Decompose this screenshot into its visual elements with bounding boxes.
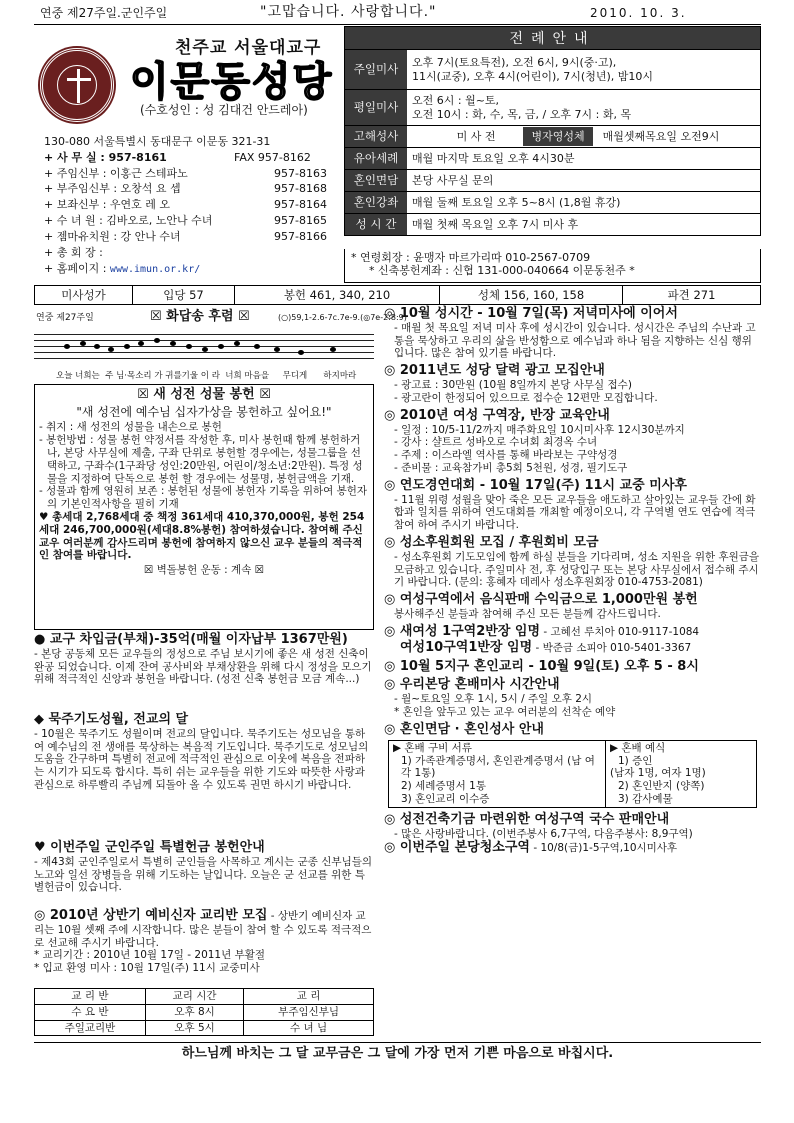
staff-role: + 수 녀 원 : 김바오로, 노안나 수녀 [44, 214, 213, 228]
section-body: - 제43회 군인주일로서 특별히 군인들을 사목하고 계시는 군종 신부님들의 노고와 일선 장병들을 위해 기도하는 날입니다. 오늘은 군 선교를 위한 특별헌금이 있습니다. [34, 855, 372, 894]
section-body: - 10/8(금)1-5구역,10시미사후 [529, 842, 678, 855]
schedule-line: 오전 6시 : 월~토, [412, 94, 500, 108]
hymn-offertory: 봉헌 461, 340, 210 [235, 286, 440, 304]
schedule-line: 매월 마지막 토요일 오후 4시30분 [412, 151, 575, 165]
section-title: ♥ 이번주일 군인주일 특별헌금 봉헌안내 [34, 840, 265, 855]
section-body: - 광고료 : 30만원 (10월 8일까지 본당 사무실 접수) - 광고란이 한정되어 있으므로 접수순 12편만 모집합니다. [394, 379, 658, 404]
section-quote: "새 성전에 예수님 십자가상을 봉헌하고 싶어요!" [76, 404, 332, 419]
homepage-link[interactable]: www.imun.or.kr/ [109, 263, 201, 275]
diocese-debt [34, 632, 374, 686]
section-body: - 11월 위령 성월을 맞아 죽은 모든 교우들을 애도하고 살아있는 교우들 간에 화합과 일치를 위하여 연도대회를 개최할 예정이오니, 각 구역별 연도 연습에 적극 참여 하여 주시기 바랍니다. [394, 493, 756, 532]
schedule-line: 매월 첫째 목요일 오후 7시 미사 후 [412, 217, 579, 231]
fax: FAX 957-8162 [234, 150, 311, 164]
header-rule [34, 24, 761, 25]
schedule-label: 혼인강좌 [345, 192, 407, 213]
schedule-line: 11시(교중), 오후 4시(어린이), 7시(청년), 밤10시 [412, 69, 653, 83]
staff-tel: 957-8163 [274, 166, 327, 180]
hymn-entrance: 입당 57 [133, 286, 235, 304]
schedule-label: 성 시 간 [345, 214, 407, 235]
schedule-line: 미 사 전 [456, 129, 496, 143]
class-table [34, 988, 374, 1036]
patron: (수호성인 : 성 김대건 안드레아) [140, 103, 308, 117]
rosary-month [34, 712, 374, 792]
sacred-objects-box [34, 384, 374, 630]
motto: "고맙습니다. 사랑합니다." [260, 4, 437, 20]
schedule-label: 혼인면담 [345, 170, 407, 191]
hymn-communion: 성체 156, 160, 158 [440, 286, 623, 304]
schedule-title: 전례안내 [344, 26, 761, 50]
table-header: 교리 시간 [145, 989, 243, 1005]
staff-role: + 부주임신부 : 오창석 요 셉 [44, 182, 181, 196]
address: 130-080 서울특별시 동대문구 이문동 321-31 [44, 135, 271, 148]
schedule-line: 오전 10시 : 화, 수, 목, 금, / 오후 7시 : 화, 목 [412, 107, 632, 121]
section-title: 여성10구역1반장 임명 [400, 639, 533, 655]
contact-line: * 신축봉헌계좌 : 신협 131-000-040664 이문동천주 * [369, 264, 635, 278]
section-title: ◎ 2010년 여성 구역장, 반장 교육안내 [384, 407, 610, 423]
section-title: ◎ 2011년도 성당 달력 광고 모집안내 [384, 363, 605, 379]
section-title: ◆ 묵주기도성월, 전교의 달 [34, 712, 189, 727]
section-body: - 박준금 소피아 010-5401-3367 [532, 641, 692, 654]
contacts-box [344, 249, 761, 283]
section-body: - 일정 : 10/5-11/2까지 매주화요일 10시미사후 12시30분까지 - 강사 : 샬트르 성바오로 수녀회 최경옥 수녀 - 주제 : 이스라엘 역사를 통해 바라보는 구약성경 - 준비물 : 교육참가비 총5회 5천원, 성경, 필기도구 [394, 423, 685, 474]
section-item: ♥ 총세대 2,768세대 중 책정 361세대 410,370,000원, 봉헌 254세대 246,700,000원(세대8.8%봉헌) 참여하셨습니다. 참여해 주신 교우 여러분께 감사드리며 봉헌에 참여하지 않으신 교우 분들의 적극적인 참여를 바랍니다. [39, 511, 365, 562]
section-body: - 고혜선 루치아 010-9117-1084 [540, 625, 700, 638]
music-staff [34, 330, 374, 370]
date: 2010. 10. 3. [590, 6, 687, 20]
section-note: * 교리기간 : 2010년 10월 17일 - 2011년 부활절 [34, 949, 266, 962]
military-sunday [34, 840, 374, 894]
section-body: 봉사해주신 분들과 참여해 주신 모든 분들께 감사드립니다. [394, 608, 661, 621]
section-title: ◎ 2010년 상반기 예비신자 교리반 모집 [34, 908, 268, 923]
sick-communion-label: 병자영성체 [523, 127, 592, 146]
right-column [384, 306, 761, 856]
section-item: - 봉헌방법 : 성물 봉헌 약정서를 작성한 후, 미사 봉헌때 함께 봉헌하거나, 본당 사무실에 제출, 구좌 단위로 봉헌할 경우에는, 성물그룹을 선택하고, 구좌수(1구좌당 성인:20만원, 어린이/청소년:2만원). 특정 성물을 지정하여 단독으로 봉헌 할 경우에는 성물명, 봉헌금액을 기재. [39, 434, 363, 485]
table-header: 교 리 반 [35, 989, 146, 1005]
office-phone: + 사 무 실 : 957-8161 [44, 150, 167, 164]
schedule-line: 오후 7시(토요특전), 오전 6시, 9시(중·고), [412, 56, 617, 70]
list-item: (남자 1명, 여자 1명) [610, 767, 706, 780]
section-item: - 성물과 함께 영원히 보존 : 봉헌된 성물에 봉헌자 기록을 위하여 봉헌자의 기본인적사항을 필히 기재 [39, 485, 368, 511]
contact-line: * 연령회장 : 윤맹자 마르가리따 010-2567-0709 [351, 251, 591, 264]
section-body: - 본당 공동체 모든 교우들의 정성으로 주님 보시기에 좋은 새 성전 신축이 완공 되었습니다. 이제 잔여 공사비와 부채상환을 위해 다시 정성을 모으기 위해 적극적인 신앙과 봉헌을 바랍니다. (성전 신축 봉헌금 모금 계속...) [34, 647, 372, 686]
staff-tel: 957-8165 [274, 214, 327, 228]
list-item: 2) 세례증명서 1통 [401, 780, 486, 793]
contact-info [44, 134, 327, 277]
hymn-dismissal: 파견 271 [667, 287, 716, 302]
section-body: - 10월은 묵주기도 성월이며 전교의 달입니다. 묵주기도는 성모님을 통하여 예수님의 전 생애를 묵상하는 복음적 기도입니다. 묵주기도로 성모님의 도움을 간구하며 특별히 전교에 적극적인 관심으로 이웃에 복음을 전파하는 시기가 되도록 합시다. 특히 쉬는 교우들을 위한 기도와 따뜻한 사랑과 관심으로 하루빨리 주님께 되돌아 올 수 있도록 권면 하시기 바랍니다. [34, 727, 369, 792]
list-item: 3) 감사예물 [618, 792, 673, 805]
list-item: ▶ 혼배 구비 서류 [393, 741, 472, 754]
section-title: ◎ 새여성 1구역2반장 임명 [384, 623, 541, 639]
section-title: ☒ 새 성전 성물 봉헌 ☒ [137, 387, 271, 402]
list-item: 1) 증인 [618, 754, 653, 767]
hymn-strip [34, 285, 761, 305]
staff-tel: 957-8166 [274, 229, 327, 243]
section-item: - 취지 : 새 성전의 성물을 내손으로 봉헌 [39, 421, 222, 434]
table-row: 주일교리반 오후 5시 수 녀 님 [35, 1020, 374, 1036]
section-body: - 많은 사랑바랍니다. (이번주봉사 6,7구역, 다음주봉사: 8,9구역) [394, 827, 693, 840]
section-title: ◎ 여성구역에서 음식판매 수익금으로 1,000만원 봉헌 [384, 592, 698, 608]
schedule-label: 유아세례 [345, 148, 407, 169]
list-item: 2) 혼인반지 (양쪽) [618, 780, 705, 793]
staff-role: + 주임신부 : 이홍근 스테파노 [44, 166, 188, 180]
table-row: 수 요 반 오후 8시 부주임신부님 [35, 1004, 374, 1020]
staff-tel: 957-8164 [274, 198, 327, 212]
staff-role: + 젬마유치원 : 강 안나 수녀 [44, 229, 181, 243]
psalm-lyrics: 오늘 너희는 주 님·목소리 가 귀를기울 이 라 너희 마음을 무디게 하지마라 [56, 371, 357, 381]
section-title: ◎ 성소후원회원 모집 / 후원회비 모금 [384, 535, 599, 550]
section-title: ◎ 이번주일 본당청소구역 [384, 840, 530, 856]
list-item: 3) 혼인교리 이수증 [401, 792, 490, 805]
section-title: ◎ 혼인면담 · 혼인성사 안내 [384, 721, 544, 737]
table-header: 교 리 [244, 989, 374, 1005]
catechumen [34, 908, 374, 975]
diocese: 천주교 서울대교구 [175, 38, 322, 58]
homepage-label: + 홈페이지 : [44, 261, 110, 275]
staff-tel: 957-8168 [274, 182, 327, 196]
psalm-ref: (○)59,1-2.6-7c.7e-9.(◎7e-2:8:9) [278, 313, 407, 322]
section-note: * 입교 환영 미사 : 10월 17일(주) 11시 교중미사 [34, 962, 260, 975]
section-item: ☒ 벽돌봉헌 운동 : 계속 ☒ [143, 564, 265, 577]
staff-role: + 보좌신부 : 우연호 레 오 [44, 198, 171, 212]
list-item: 1) 가족관계증명서, 혼인관계증명서 (남 여 각 1통) [401, 754, 595, 780]
hymn-label: 미사성가 [35, 286, 133, 304]
section-title: ● 교구 차입금(부채)-35억(매월 이자납부 1367만원) [34, 632, 348, 647]
section-body: - 매월 첫 목요일 저녁 미사 후에 성시간이 있습니다. 성시간은 주님의 수난과 고통을 묵상하고 우리의 삶을 반성함으로 예수님과 하나 됨을 지향하는 신심 행위입니다. 많은 참여 있기를 바랍니다. [394, 321, 756, 360]
section-body: - 성소후원회 기도모임에 함께 하실 분들을 기다리며, 성소 지원을 위한 후원금을 모금하고 있습니다. 주일미사 전, 후 성당입구 또는 본당 사무실에서 접수해 주시기 바랍니다. (문의: 홍혜자 데레사 성소후원회장 010-4753-2081) [394, 550, 760, 589]
parish-name: 이문동성당 [130, 59, 334, 105]
marriage-docs-box [388, 740, 757, 808]
section-body: - 상반기 예비신자 교리는 10월 셋째 주에 시작합니다. 많은 분들이 참여 할 수 있도록 적극적으로 선교해 주시기 바랍니다. [34, 910, 372, 949]
schedule-label: 평일미사 [345, 90, 407, 125]
list-item: ▶ 혼배 예식 [610, 741, 666, 754]
psalm-title: ☒ 화답송 후렴 ☒ [150, 309, 250, 324]
section-title: ◎ 우리본당 혼배미사 시간안내 [384, 677, 560, 693]
schedule-label: 고해성사 [345, 126, 407, 147]
footer-text: 하느님께 바치는 그 달 교무금은 그 달에 가장 먼저 기쁜 마음으로 바칩시다. [181, 1046, 614, 1061]
section-title: ◎ 10월 5지구 혼인교리 - 10월 9일(토) 오후 5 - 8시 [384, 658, 699, 674]
schedule-label: 주일미사 [345, 50, 407, 89]
footer-rule [34, 1042, 761, 1043]
section-title: ◎ 연도경연대회 - 10월 17일(주) 11시 교중 미사후 [384, 477, 687, 493]
liturgy-schedule [344, 26, 761, 236]
week-label: 연중 제27주일.군인주일 [40, 6, 168, 20]
staff-role: + 총 회 장 : [44, 245, 103, 259]
section-body: - 월~토요일 오후 1시, 5시 / 주일 오후 2시 * 혼인을 앞두고 있는 교우 여러분의 선착순 예약 [394, 693, 616, 719]
parish-logo-icon [40, 48, 114, 122]
section-title: ◎ 성전건축기금 마련위한 여성구역 국수 판매안내 [384, 811, 670, 827]
schedule-line: 매월셋째목요일 오전9시 [602, 129, 720, 143]
schedule-line: 매월 둘째 토요일 오후 5~8시 (1,8월 휴강) [412, 195, 621, 209]
psalm-week: 연중 제27주일 [36, 313, 94, 323]
schedule-line: 본당 사무실 문의 [412, 173, 494, 187]
section-title: ◎ 10월 성시간 - 10월 7일(목) 저녁미사에 이어서 [384, 306, 678, 321]
